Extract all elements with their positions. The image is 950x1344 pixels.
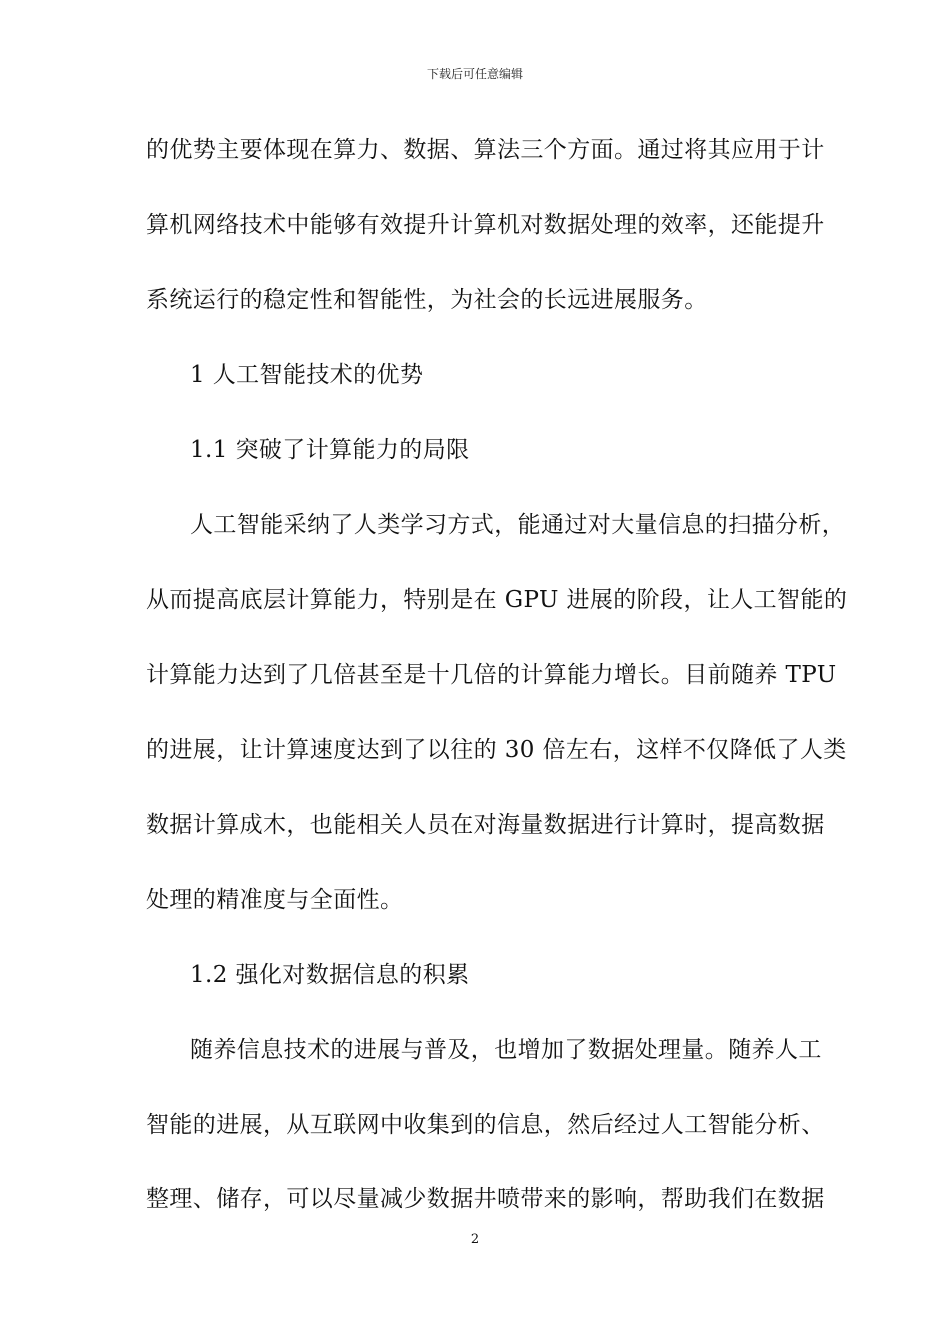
page-header-note: 下载后可任意编辑 — [426, 67, 523, 81]
text-line: 算机网络技术中能够有效提升计算机对数据处理的效率，还能提升 — [146, 212, 825, 238]
subsection-heading: 1.1 突破了计算能力的局限 — [190, 437, 470, 463]
text-line: 人工智能采纳了人类学习方式，能通过对大量信息的扫描分析， — [190, 512, 846, 538]
text-line: 系统运行的稳定性和智能性，为社会的长远进展服务。 — [146, 287, 708, 313]
subsection-heading: 1.2 强化对数据信息的积累 — [190, 962, 470, 988]
text-line: 处理的精准度与全面性。 — [146, 887, 404, 913]
text-line: 随养信息技术的进展与普及，也增加了数据处理量。随养人工 — [190, 1037, 822, 1063]
text-line: 计算能力达到了几倍甚至是十几倍的计算能力增长。目前随养 TPU — [146, 662, 837, 688]
text-line: 从而提高底层计算能力，特别是在 GPU 进展的阶段，让人工智能的 — [146, 587, 848, 613]
text-line: 数据计算成木，也能相关人员在对海量数据进行计算时，提高数据 — [146, 812, 825, 838]
text-line: 整理、储存，可以尽量减少数据井喷带来的影响，帮助我们在数据 — [146, 1186, 825, 1212]
text-line: 智能的进展，从互联网中收集到的信息，然后经过人工智能分析、 — [146, 1112, 825, 1138]
text-line: 的优势主要体现在算力、数据、算法三个方面。通过将其应用于计 — [146, 137, 825, 163]
page-number: 2 — [470, 1232, 480, 1247]
text-line: 的进展，让计算速度达到了以往的 30 倍左右，这样不仅降低了人类 — [146, 737, 847, 763]
section-heading: 1 人工智能技术的优势 — [190, 362, 424, 388]
